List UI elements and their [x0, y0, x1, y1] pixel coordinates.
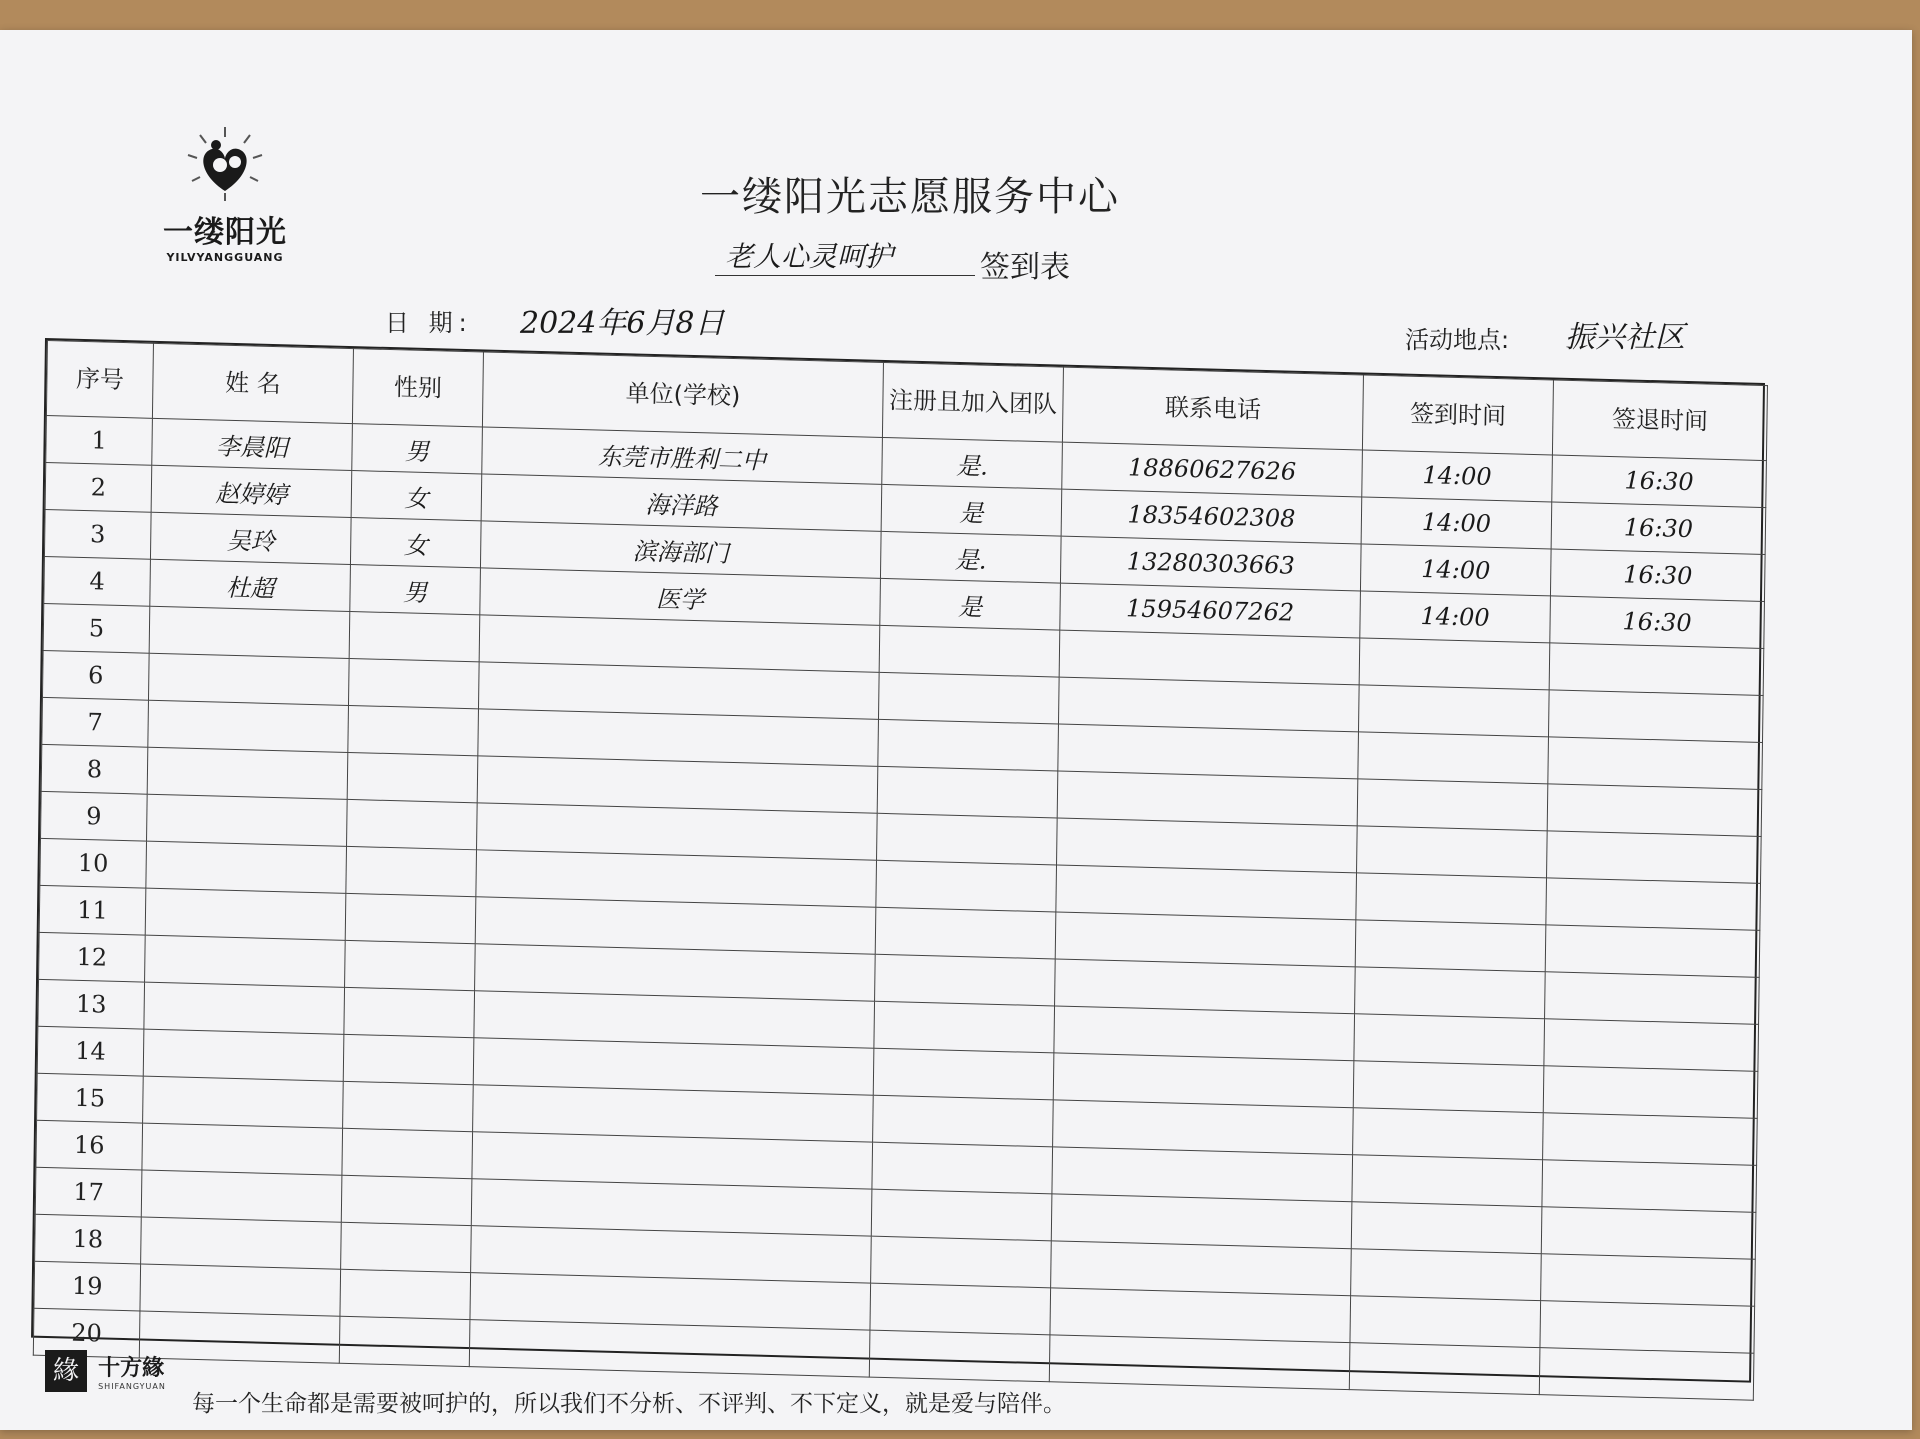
- cell-gender: 女: [350, 518, 481, 568]
- cell-no: 15: [37, 1073, 144, 1123]
- header-registered: 注册且加入团队: [882, 362, 1063, 442]
- cell-registered: [876, 860, 1057, 912]
- cell-phone: 13280303663: [1060, 536, 1361, 591]
- cell-phone: [1058, 724, 1359, 779]
- cell-checkin: [1359, 638, 1550, 690]
- cell-checkin: 14:00: [1361, 497, 1552, 549]
- logo-name-cn: 一缕阳光: [163, 215, 287, 250]
- cell-registered: [870, 1283, 1051, 1335]
- cell-gender: [345, 893, 476, 943]
- cell-registered: [877, 766, 1058, 818]
- cell-name: [144, 982, 345, 1034]
- cell-phone: [1055, 959, 1356, 1014]
- cell-name: 杜超: [150, 559, 351, 611]
- footer-logo: [45, 1350, 175, 1400]
- cell-name: 赵婷婷: [151, 465, 352, 517]
- footer-motto: 每一个生命都是需要被呵护的，所以我们不分析、不评判、不下定义，就是爱与陪伴。: [192, 1391, 1066, 1417]
- date-value: 2024年6月8日: [520, 306, 725, 341]
- cell-gender: [342, 1128, 473, 1178]
- cell-phone: [1057, 818, 1358, 873]
- cell-registered: [871, 1236, 1052, 1288]
- sheet-title: 签到表: [980, 250, 1070, 285]
- cell-name: [141, 1217, 342, 1269]
- cell-name: [143, 1076, 344, 1128]
- location-label: 活动地点:: [1405, 326, 1510, 354]
- cell-no: 13: [38, 979, 145, 1029]
- cell-checkin: 14:00: [1360, 591, 1551, 643]
- cell-registered: 是.: [882, 437, 1063, 489]
- cell-gender: [343, 1081, 474, 1131]
- cell-name: [141, 1170, 342, 1222]
- cell-checkout: [1543, 1066, 1758, 1119]
- cell-no: 2: [45, 463, 152, 513]
- cell-gender: [346, 846, 477, 896]
- cell-no: 8: [41, 744, 148, 794]
- cell-registered: [872, 1142, 1053, 1194]
- cell-phone: [1056, 865, 1357, 920]
- cell-name: [148, 700, 349, 752]
- cell-checkout: 16:30: [1550, 549, 1765, 602]
- cell-registered: [873, 1095, 1054, 1147]
- cell-checkout: [1545, 972, 1760, 1025]
- cell-name: [145, 935, 346, 987]
- cell-no: 16: [36, 1120, 143, 1170]
- footer-brand-cn: 十方緣: [98, 1356, 165, 1381]
- cell-registered: 是.: [880, 531, 1061, 583]
- cell-checkin: [1357, 826, 1548, 878]
- cell-name: [149, 606, 350, 658]
- date-label: 日 期:: [385, 309, 473, 337]
- cell-name: [148, 653, 349, 705]
- cell-checkout: [1540, 1301, 1755, 1354]
- cell-no: 14: [37, 1026, 144, 1076]
- cell-checkout: [1545, 925, 1760, 978]
- cell-registered: [877, 813, 1058, 865]
- cell-name: [142, 1123, 343, 1175]
- cell-checkout: 16:30: [1551, 502, 1766, 555]
- cell-unit: [469, 1320, 870, 1377]
- cell-phone: 18860627626: [1062, 442, 1363, 497]
- cell-registered: [869, 1330, 1050, 1382]
- cell-no: 19: [34, 1261, 141, 1311]
- activity-name-line: [715, 235, 975, 276]
- cell-gender: [345, 940, 476, 990]
- cell-checkin: [1353, 1108, 1544, 1160]
- cell-checkin: [1354, 1014, 1545, 1066]
- cell-registered: [879, 625, 1060, 677]
- cell-checkout: [1548, 690, 1763, 743]
- cell-checkin: 14:00: [1362, 450, 1553, 502]
- cell-no: 7: [42, 697, 149, 747]
- cell-unit: 医学: [480, 568, 881, 625]
- cell-checkout: [1541, 1207, 1756, 1260]
- cell-no: 18: [35, 1214, 142, 1264]
- table-body: [33, 416, 1766, 1401]
- cell-gender: 女: [351, 471, 482, 521]
- cell-checkin: [1352, 1155, 1543, 1207]
- cell-name: [146, 841, 347, 893]
- header-checkout: 签退时间: [1552, 380, 1767, 461]
- cell-phone: [1051, 1241, 1352, 1296]
- cell-name: [147, 794, 348, 846]
- cell-checkin: [1355, 967, 1546, 1019]
- cell-checkin: [1356, 873, 1547, 925]
- cell-phone: [1051, 1194, 1352, 1249]
- activity-name: 老人心灵呵护: [725, 240, 894, 273]
- cell-no: 9: [41, 791, 148, 841]
- cell-checkout: [1542, 1160, 1757, 1213]
- cell-name: [143, 1029, 344, 1081]
- cell-registered: [874, 1001, 1055, 1053]
- cell-phone: [1055, 912, 1356, 967]
- cell-checkout: 16:30: [1552, 455, 1767, 508]
- cell-registered: [873, 1048, 1054, 1100]
- cell-phone: [1059, 630, 1360, 685]
- cell-checkout: [1539, 1348, 1754, 1401]
- cell-checkout: [1547, 831, 1762, 884]
- cell-gender: [343, 1034, 474, 1084]
- sign-in-table: [33, 340, 1768, 1401]
- cell-checkin: [1349, 1343, 1540, 1395]
- cell-unit: 滨海部门: [480, 521, 881, 578]
- cell-unit: 东莞市胜利二中: [482, 427, 883, 484]
- seal-logo-icon: 緣: [45, 1350, 87, 1392]
- cell-gender: 男: [350, 564, 481, 614]
- heart-sun-logo-icon: [180, 125, 270, 205]
- cell-checkin: [1357, 779, 1548, 831]
- cell-no: 6: [42, 650, 149, 700]
- cell-no: 11: [39, 885, 146, 935]
- footer-brand-en: SHIFANGYUAN: [98, 1382, 166, 1391]
- page-title: 一缕阳光志愿服务中心: [700, 174, 1120, 220]
- cell-phone: [1058, 677, 1359, 732]
- logo-name-en: YILVYANGGUANG: [166, 251, 284, 264]
- cell-gender: [341, 1175, 472, 1225]
- header-phone: 联系电话: [1062, 367, 1363, 450]
- cell-no: 10: [40, 838, 147, 888]
- cell-phone: [1057, 771, 1358, 826]
- cell-checkin: [1358, 685, 1549, 737]
- cell-no: 20: [33, 1308, 140, 1358]
- cell-gender: [347, 752, 478, 802]
- cell-registered: 是: [880, 578, 1061, 630]
- cell-gender: [349, 611, 480, 661]
- cell-checkout: [1549, 643, 1764, 696]
- cell-phone: [1052, 1147, 1353, 1202]
- footer-brand: [98, 1351, 166, 1391]
- cell-phone: [1053, 1100, 1354, 1155]
- cell-no: 12: [39, 932, 146, 982]
- cell-checkin: [1351, 1249, 1542, 1301]
- cell-checkout: [1544, 1019, 1759, 1072]
- cell-no: 1: [46, 416, 153, 466]
- cell-checkout: 16:30: [1550, 596, 1765, 649]
- cell-registered: [871, 1189, 1052, 1241]
- cell-phone: [1049, 1335, 1350, 1390]
- cell-phone: [1050, 1288, 1351, 1343]
- cell-registered: 是: [881, 484, 1062, 536]
- cell-gender: [340, 1269, 471, 1319]
- cell-checkin: [1353, 1061, 1544, 1113]
- cell-registered: [875, 907, 1056, 959]
- cell-checkin: [1355, 920, 1546, 972]
- header-checkin: 签到时间: [1362, 375, 1553, 455]
- header-gender: 性别: [352, 349, 483, 427]
- cell-checkin: 14:00: [1360, 544, 1551, 596]
- cell-phone: 15954607262: [1060, 583, 1361, 638]
- cell-phone: [1054, 1006, 1355, 1061]
- location-value: 振兴社区: [1565, 320, 1685, 355]
- cell-no: 17: [35, 1167, 142, 1217]
- cell-phone: [1053, 1053, 1354, 1108]
- cell-registered: [878, 719, 1059, 771]
- cell-gender: [348, 705, 479, 755]
- cell-registered: [875, 954, 1056, 1006]
- cell-name: 李晨阳: [152, 418, 353, 470]
- sign-in-table-frame: [31, 338, 1765, 1383]
- cell-gender: [339, 1316, 470, 1366]
- cell-no: 4: [44, 556, 151, 606]
- cell-gender: [344, 987, 475, 1037]
- cell-name: [140, 1264, 341, 1316]
- cell-gender: [348, 658, 479, 708]
- cell-checkout: [1548, 737, 1763, 790]
- cell-gender: [341, 1222, 472, 1272]
- cell-gender: 男: [352, 424, 483, 474]
- cell-checkout: [1547, 784, 1762, 837]
- cell-gender: [347, 799, 478, 849]
- sign-in-sheet: [0, 30, 1912, 1430]
- org-logo: [150, 125, 300, 275]
- cell-no: 5: [43, 603, 150, 653]
- cell-phone: 18354602308: [1061, 489, 1362, 544]
- cell-checkin: [1351, 1202, 1542, 1254]
- cell-checkout: [1543, 1113, 1758, 1166]
- cell-name: 吴玲: [150, 512, 351, 564]
- cell-name: [147, 747, 348, 799]
- cell-checkin: [1358, 732, 1549, 784]
- cell-registered: [878, 672, 1059, 724]
- cell-checkout: [1546, 878, 1761, 931]
- header-name: 姓 名: [152, 343, 353, 423]
- header-no: 序号: [46, 341, 153, 419]
- cell-no: 3: [44, 510, 151, 560]
- header-unit: 单位(学校): [482, 352, 883, 437]
- cell-checkin: [1350, 1296, 1541, 1348]
- cell-name: [145, 888, 346, 940]
- cell-checkout: [1541, 1254, 1756, 1307]
- cell-unit: 海洋路: [481, 474, 882, 531]
